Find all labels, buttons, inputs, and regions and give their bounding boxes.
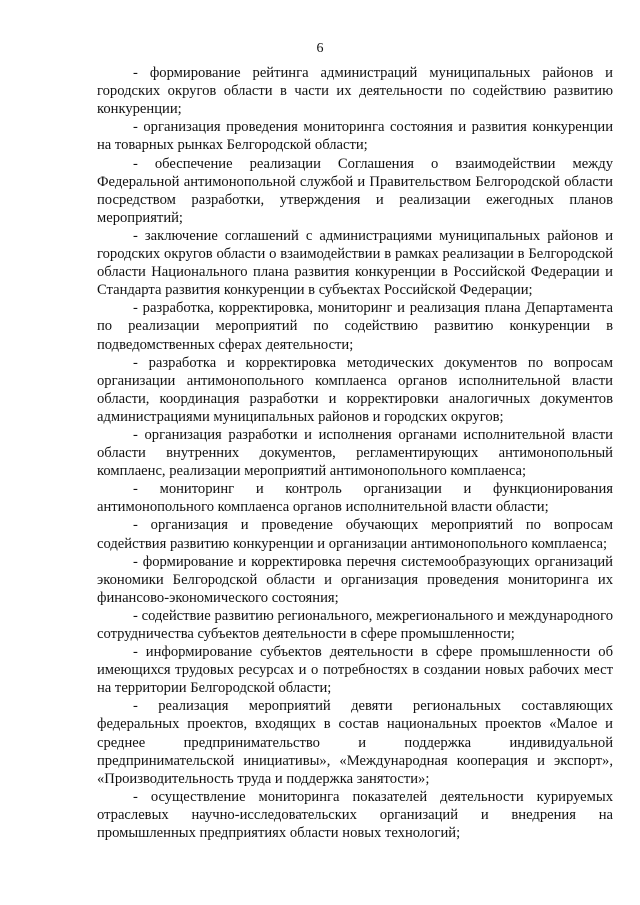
- paragraph: - содействие развитию регионального, межрегионального и международного сотрудничества субъектов деятельности в сфере промышленности;: [97, 607, 613, 642]
- paragraph: - формирование и корректировка перечня системообразующих организаций экономики Белгородской области и организация проведения мониторинга их финансово-экономического состояния;: [97, 553, 613, 606]
- paragraph: - осуществление мониторинга показателей деятельности курируемых отраслевых научно-исследовательских организаций и внедрения на промышленных предприятиях области новых технологий;: [97, 788, 613, 842]
- paragraph: - информирование субъектов деятельности в сфере промышленности об имеющихся трудовых ресурсах и о потребностях в создании новых рабочих мест на территории Белгородской области;: [97, 644, 613, 697]
- paragraph: - мониторинг и контроль организации и функционирования антимонопольного комплаенса органов исполнительной власти области;: [97, 481, 613, 516]
- paragraph: - разработка, корректировка, мониторинг и реализация плана Департамента по реализации мероприятий по содействию развитию конкуренции в подведомственных сферах деятельности;: [97, 300, 613, 353]
- paragraph: - заключение соглашений с администрациями муниципальных районов и городских округов области о взаимодействии в рамках реализации в Белгородской области Национального плана развития конкуренции в Российской Федерации и Стандарта развития конкуренции в субъектах Российской Федерации;: [97, 227, 613, 299]
- paragraph: - формирование рейтинга администраций муниципальных районов и городских округов области в части их деятельности по содействию развитию конкуренции;: [97, 65, 613, 118]
- page-number: 6: [316, 41, 324, 56]
- paragraph: - организация проведения мониторинга состояния и развития конкуренции на товарных рынках Белгородской области;: [97, 119, 613, 154]
- paragraph: - реализация мероприятий девяти региональных составляющих федеральных проектов, входящих в состав национальных проектов «Малое и среднее предпринимательство и поддержка индивидуальной предпринимательской инициативы», «Международная кооперация и экспорт», «Производительность труда и поддержка занятости»;: [97, 698, 613, 787]
- paragraph: - организация разработки и исполнения органами исполнительной власти области внутренних документов, регламентирующих антимонопольный комплаенс, реализации мероприятий антимонопольного комплаенса;: [97, 426, 613, 480]
- paragraph: - организация и проведение обучающих мероприятий по вопросам содействия развитию конкуренции и организации антимонопольного комплаенса;: [97, 517, 613, 552]
- paragraph: - разработка и корректировка методических документов по вопросам организации антимонопольного комплаенса органов исполнительной власти области, координация разработки и корректировки аналогичных документов администрациями муниципальных районов и городских округов;: [97, 354, 613, 425]
- paragraph: - обеспечение реализации Соглашения о взаимодействии между Федеральной антимонопольной службой и Правительством Белгородской области посредством разработки, утверждения и реализации ежегодных планов мероприятий;: [97, 155, 613, 226]
